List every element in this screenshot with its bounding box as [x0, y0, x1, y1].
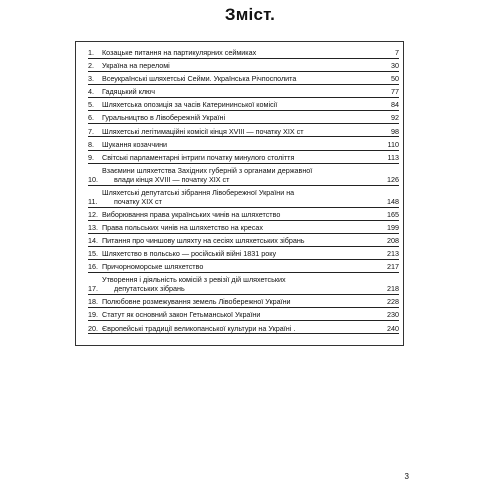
toc-entry-page: 98 [391, 126, 399, 136]
toc-entry[interactable] [88, 114, 399, 124]
toc-entry-number: 14. [88, 236, 98, 246]
toc-entry-number: 15. [88, 249, 98, 259]
toc-entry-title [102, 224, 383, 233]
toc-entry-number: 11. [88, 196, 98, 206]
toc-entry[interactable] [88, 211, 399, 221]
toc-entry-title-line: Статут як основний закон Гетьманської України [102, 311, 261, 320]
toc-entry-page: 213 [387, 249, 399, 259]
toc-entry-title [102, 211, 383, 220]
toc-entry-title-line: Шляхетські депутатські зібрання Лівобережної України на [102, 188, 295, 197]
toc-entry-title [102, 75, 387, 84]
toc-entry-title-line: Європейські традиції великопанської культури на Україні . [102, 324, 296, 333]
toc-entry-title [102, 141, 384, 150]
toc-entry-title [102, 49, 391, 58]
toc-entry-number: 12. [88, 209, 98, 219]
toc-entry-title-line: Гадяцький ключ [102, 88, 155, 97]
toc-entry-number: 8. [88, 139, 94, 149]
toc-entry-title-line: Виборювання права українських чинів на шляхетство [102, 210, 281, 219]
toc-entry-title [102, 101, 387, 110]
toc-entry-title-line: Шляхетство в польсько — російській війні 1831 року [102, 250, 277, 259]
toc-entry-title [102, 298, 383, 307]
toc-entry-page: 199 [387, 222, 399, 232]
toc-entry[interactable] [88, 141, 399, 151]
toc-entry-page: 110 [387, 139, 399, 149]
toc-entry-title-line: Взаємини шляхетства Західних губерній з органами державної [102, 166, 313, 175]
toc-entry-title [102, 276, 383, 294]
toc-entry-title-line: Україна на переломі [102, 62, 170, 71]
toc-entry[interactable] [88, 49, 399, 59]
toc-entry-page: 30 [391, 61, 399, 71]
toc-entry-page: 126 [387, 174, 399, 184]
toc-entry-page: 113 [387, 152, 399, 162]
toc-entry-title-line: Козацьке питання на партикулярних сеймиках [102, 49, 257, 57]
toc-entry-number: 19. [88, 310, 98, 320]
toc-entry-page: 84 [391, 100, 399, 110]
toc-entry-page: 228 [387, 297, 399, 307]
toc-entry-page: 218 [387, 284, 399, 294]
page-title: Зміст. [224, 5, 276, 24]
toc-entry[interactable] [88, 276, 399, 295]
toc-entry-title [102, 88, 387, 97]
toc-entry[interactable] [88, 311, 399, 321]
toc-entry[interactable] [88, 128, 399, 138]
toc-entry-page: 50 [391, 74, 399, 84]
toc-entry-title [102, 154, 384, 163]
toc-entry-title-line: Шляхетські легітимаційні комісії кінця XVIII — початку XIX ст [102, 127, 304, 136]
toc-entry-title-line: Причорноморське шляхетство [102, 263, 204, 272]
toc-entry[interactable] [88, 298, 399, 308]
toc-entry-title [102, 325, 383, 334]
toc-entry-title [102, 189, 383, 207]
toc-entry-title [102, 62, 387, 71]
toc-entry-number: 10. [88, 174, 98, 184]
toc-entry[interactable] [88, 75, 399, 85]
toc-entry[interactable] [88, 189, 399, 208]
toc-entry-number: 3. [88, 74, 94, 84]
toc-entry-title [102, 167, 383, 185]
toc-entry-page: 77 [391, 87, 399, 97]
toc-entry-page: 240 [387, 323, 399, 333]
toc-entry[interactable] [88, 101, 399, 111]
toc-entry-number: 2. [88, 61, 94, 71]
toc-entry-number: 16. [88, 262, 98, 272]
toc-entry-title [102, 263, 383, 272]
toc-entry-page: 230 [387, 310, 399, 320]
toc-entry-title-line: Шляхетська опозиція за часів Катерининської комісії [102, 101, 278, 110]
toc-entry[interactable] [88, 167, 399, 186]
toc-entry-title-line: Шукання козаччини [102, 140, 168, 149]
toc-entry-title-line: Питання про чиншову шляхту на сесіях шляхетських зібрань [102, 237, 305, 246]
toc-entry-title-line: влади кінця XVIII — початку XIX ст [114, 174, 230, 184]
toc-entry-title-line: Права польських чинів на шляхетство на кресах [102, 223, 263, 232]
toc-entry-title-line: Всеукраїнські шляхетські Сейми. Українська Річпосполита [102, 75, 297, 84]
toc-entry-title-line: Утворення і діяльність комісій з ревізії дій шляхетських [102, 276, 286, 285]
toc-entry-title-line: Полюбовне розмежування земель Лівобережної України [102, 298, 291, 307]
toc-entry-number: 7. [88, 126, 94, 136]
toc-entry-number: 20. [88, 323, 98, 333]
toc-entry-page: 208 [387, 236, 399, 246]
toc-entry-page: 92 [391, 113, 399, 123]
toc-entry[interactable] [88, 62, 399, 72]
toc-entry[interactable] [88, 237, 399, 247]
toc-entry[interactable] [88, 250, 399, 260]
toc-entry-page: 165 [387, 209, 399, 219]
toc-entry[interactable] [88, 224, 399, 234]
page-number: 3 [404, 472, 409, 481]
toc-entry-page: 217 [387, 262, 399, 272]
toc-entry-number: 6. [88, 113, 94, 123]
toc-entry-page: 148 [387, 196, 399, 206]
toc-entry[interactable] [88, 154, 399, 164]
toc-entry-title [102, 311, 383, 320]
table-of-contents [88, 49, 399, 338]
toc-entry-title-line: початку XIX ст [114, 196, 162, 206]
toc-entry-title-line: Світські парламентарні інтриги початку минулого століття [102, 153, 295, 162]
toc-entry-title-line: Гуральництво в Лівобережній Україні [102, 114, 226, 123]
toc-entry-title [102, 237, 383, 246]
toc-entry-number: 17. [88, 284, 98, 294]
toc-entry-page: 7 [395, 48, 399, 57]
toc-entry-title [102, 250, 383, 259]
toc-entry-number: 5. [88, 100, 94, 110]
toc-entry-number: 18. [88, 297, 98, 307]
toc-entry[interactable] [88, 88, 399, 98]
toc-entry-title-line: депутатських зібрань [114, 284, 185, 294]
toc-entry-number: 4. [88, 87, 94, 97]
toc-entry-number: 9. [88, 152, 94, 162]
toc-entry[interactable] [88, 263, 399, 273]
toc-entry[interactable] [88, 325, 399, 335]
toc-entry-number: 1. [88, 48, 94, 57]
toc-entry-number: 13. [88, 222, 98, 232]
toc-entry-title [102, 128, 387, 137]
toc-entry-title [102, 114, 387, 123]
